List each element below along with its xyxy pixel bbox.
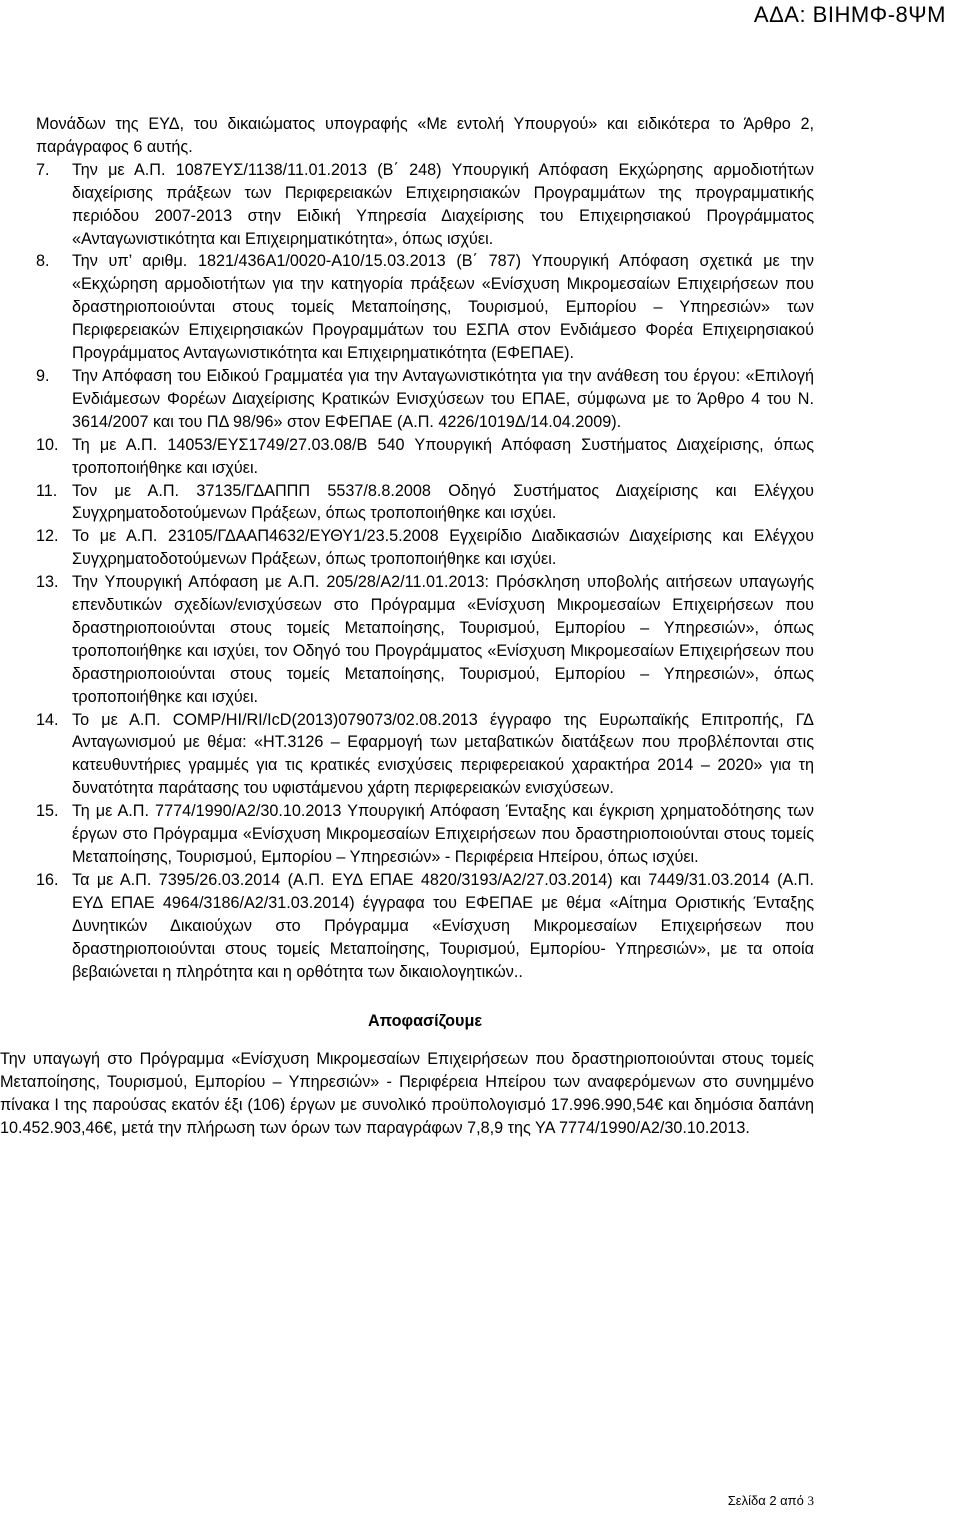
list-item	[36, 571, 814, 708]
item-number: 11.	[36, 481, 58, 500]
list-item	[36, 365, 814, 434]
list-item	[36, 159, 814, 251]
ada-code: ΑΔΑ: ΒΙΗΜΦ-8ΨΜ	[753, 2, 946, 27]
item-text: Την με Α.Π. 1087ΕΥΣ/1138/11.01.2013 (Β΄ 248) Υπουργική Απόφαση Εκχώρησης αρμοδιοτήτων διαχείρισης πράξεων των Περιφερειακών Επιχειρησιακών Προγραμμάτων της προγραμματικής περιόδου 2007-2013 στην Ειδική Υπηρεσία Διαχείρισης του Επιχειρησιακού Προγράμματος «Ανταγωνιστικότητα και Επιχειρηματικότητα», όπως ισχύει.	[72, 160, 814, 248]
item-number: 13.	[36, 573, 59, 592]
list-item	[36, 709, 814, 801]
list-item	[36, 869, 814, 984]
item-number: 15.	[36, 802, 59, 821]
item-number: 8.	[36, 252, 50, 271]
item-number: 16.	[36, 870, 59, 889]
decision-paragraph: Την υπαγωγή στο Πρόγραμμα «Ενίσχυση Μικρομεσαίων Επιχειρήσεων που δραστηριοποιούνται στους τομείς Μεταποίησης, Τουρισμού, Εμπορίου – Υπηρεσιών» - Περιφέρεια Ηπείρου των αναφερόμενων στο συνημμένο πίνακα Ι της παρούσας εκατόν έξι (106) έργων με συνολικό προϋπολογισμό 17.996.990,54€ και δημόσια δαπάνη 10.452.903,46€, μετά την πλήρωση των όρων των παραγράφων 7,8,9 της ΥΑ 7774/1990/Α2/30.10.2013.	[0, 1050, 814, 1138]
reference-list	[36, 159, 814, 984]
item-text: Τη με Α.Π. 7774/1990/Α2/30.10.2013 Υπουργική Απόφαση Ένταξης και έγκριση χρηματοδότησης των έργων στο Πρόγραμμα «Ενίσχυση Μικρομεσαίων Επιχειρήσεων που δραστηριοποιούνται στους τομείς Μεταποίησης, Τουρισμού, Εμπορίου – Υπηρεσιών» - Περιφέρεια Ηπείρου, όπως ισχύει.	[72, 802, 814, 866]
document-body	[0, 113, 814, 1140]
item-text: Τον με Α.Π. 37135/ΓΔΑΠΠΠ 5537/8.8.2008 Οδηγό Συστήματος Διαχείρισης και Ελέγχου Συγχρηματοδοτούμενων Πράξεων, όπως τροποποιήθηκε και ισχύει.	[72, 481, 814, 523]
item-text: Την Απόφαση του Ειδικού Γραμματέα για την Ανταγωνιστικότητα για την ανάθεση του έργου: «Επιλογή Ενδιάμεσων Φορέων Διαχείρισης Κρατικών Ενισχύσεων του ΕΠΑΕ, σύμφωνα με το Άρθρο 4 του Ν. 3614/2007 και του ΠΔ 98/96» στον ΕΦΕΠΑΕ (Α.Π. 4226/1019Δ/14.04.2009).	[72, 366, 814, 431]
item-number: 9.	[36, 366, 50, 385]
list-item	[36, 250, 814, 365]
item-text: Το με Α.Π. 23105/ΓΔΑΑΠ4632/ΕΥΘΥ1/23.5.2008 Εγχειρίδιο Διαδικασιών Διαχείρισης και Ελέγχου Συγχρηματοδοτούμενων Πράξεων, όπως τροποποιήθηκε και ισχύει.	[72, 527, 814, 569]
list-item	[36, 434, 814, 480]
page-number	[728, 1493, 814, 1509]
list-item	[36, 525, 814, 571]
item-text: Την Υπουργική Απόφαση με Α.Π. 205/28/Α2/11.01.2013: Πρόσκληση υποβολής αιτήσεων υπαγωγής επενδυτικών σχεδίων/ενισχύσεων στο Πρόγραμμα «Ενίσχυση Μικρομεσαίων Επιχειρήσεων που δραστηριοποιούνται στους τομείς Μεταποίησης, Τουρισμού, Εμπορίου – Υπηρεσιών», όπως τροποποιήθηκε και ισχύει, τον Οδηγό του Προγράμματος «Ενίσχυση Μικρομεσαίων Επιχειρήσεων που δραστηριοποιούνται στους τομείς Μεταποίησης, Τουρισμού, Εμπορίου – Υπηρεσιών», όπως τροποποιήθηκε και ισχύει.	[72, 573, 814, 706]
item-number: 12.	[36, 527, 59, 546]
page-total: 3	[807, 1493, 814, 1508]
item-number: 7.	[36, 160, 50, 179]
decision-heading: Αποφασίζουμε	[367, 1012, 483, 1031]
list-item	[36, 480, 814, 526]
list-item	[36, 800, 814, 869]
item-text: Το με Α.Π. COMP/HI/RI/IcD(2013)079073/02.08.2013 έγγραφο της Ευρωπαϊκής Επιτροπής, ΓΔ Ανταγωνισμού με θέμα: «HT.3126 – Εφαρμογή των μεταβατικών διατάξεων που προβλέπονται στις κατευθυντήριες γραμμές για τις κρατικές ενισχύσεις περιφερειακού χαρακτήρα 2014 – 2020» για τη δυνατότητα παράτασης του υφιστάμενου χάρτη περιφερειακών ενισχύσεων.	[72, 710, 814, 798]
item-text: Την υπ’ αριθμ. 1821/436Α1/0020-Α10/15.03.2013 (Β΄ 787) Υπουργική Απόφαση σχετικά με την «Εκχώρηση αρμοδιοτήτων για την κατηγορία πράξεων «Ενίσχυση Μικρομεσαίων Επιχειρήσεων που δραστηριοποιούνται στους τομείς Μεταποίησης, Τουρισμού, Εμπορίου – Υπηρεσιών» των Περιφερειακών Επιχειρησιακών Προγραμμάτων του ΕΣΠΑ στον Ενδιάμεσο Φορέα Επιχειρησιακού Προγράμματος Ανταγωνιστικότητα και Επιχειρηματικότητα (ΕΦΕΠΑΕ).	[72, 252, 814, 363]
item-text: Τη με Α.Π. 14053/ΕΥΣ1749/27.03.08/Β 540 Υπουργική Απόφαση Συστήματος Διαχείρισης, όπως τροποποιήθηκε και ισχύει.	[72, 435, 814, 477]
intro-continuation: Μονάδων της ΕΥΔ, του δικαιώματος υπογραφής «Με εντολή Υπουργού» και ειδικότερα το Άρθρο 2, παράγραφος 6 αυτής.	[36, 115, 814, 156]
item-number: 14.	[36, 710, 59, 729]
item-number: 10.	[36, 435, 59, 454]
item-text: Τα με Α.Π. 7395/26.03.2014 (Α.Π. ΕΥΔ ΕΠΑΕ 4820/3193/Α2/27.03.2014) και 7449/31.03.2014 (Α.Π. ΕΥΔ ΕΠΑΕ 4964/3186/Α2/31.03.2014) έγγραφα του ΕΦΕΠΑΕ με θέμα «Αίτημα Οριστικής Ένταξης Δυνητικών Δικαιούχων στο Πρόγραμμα «Ενίσχυση Μικρομεσαίων Επιχειρήσεων που δραστηριοποιούνται στους τομείς Μεταποίησης, Τουρισμού, Εμπορίου- Υπηρεσιών», με τα οποία βεβαιώνεται η πληρότητα και η ορθότητα των δικαιολογητικών..	[72, 870, 814, 981]
page-label: Σελίδα 2 από	[727, 1493, 804, 1508]
